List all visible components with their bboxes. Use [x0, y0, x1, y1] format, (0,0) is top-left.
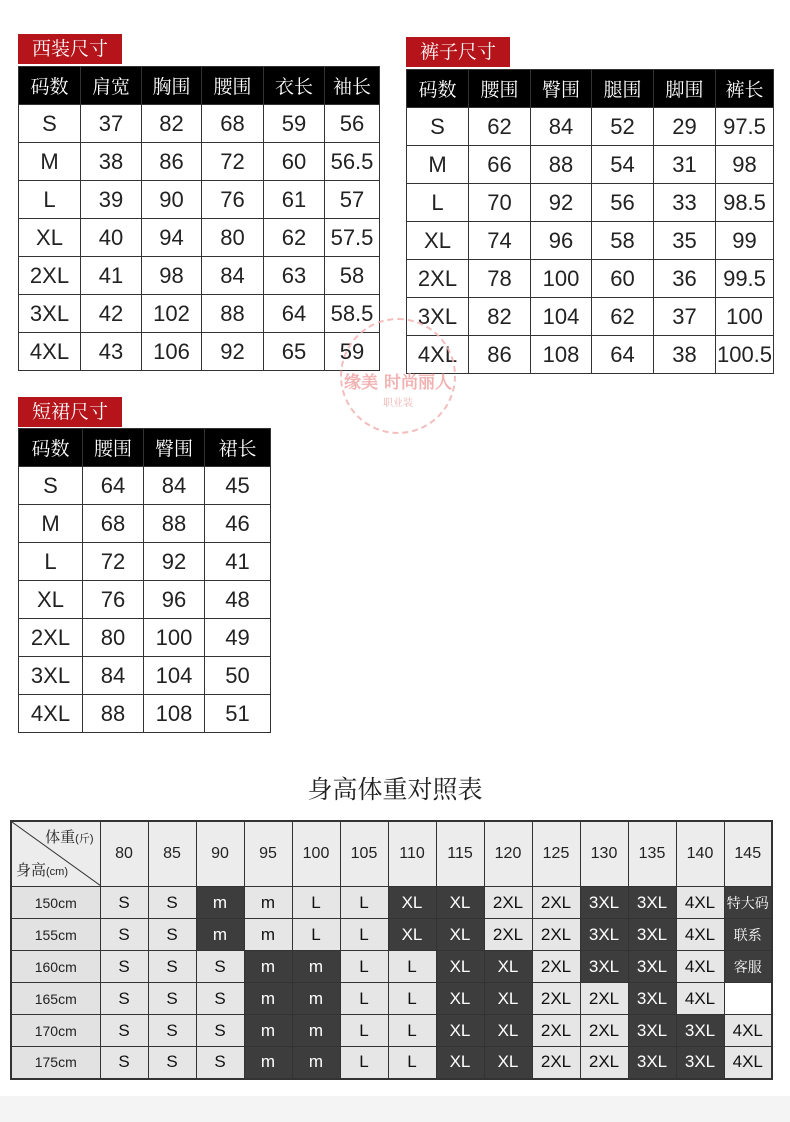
size-cell: m — [292, 983, 340, 1015]
size-cell: L — [340, 1047, 388, 1079]
height-row-header: 175cm — [11, 1047, 100, 1079]
table-cell: 88 — [531, 146, 592, 184]
size-cell: 2XL — [532, 887, 580, 919]
table-cell: 37 — [81, 105, 142, 143]
column-header: 裙长 — [205, 429, 271, 467]
table-cell: 35 — [654, 222, 716, 260]
height-row-header: 165cm — [11, 983, 100, 1015]
size-cell: S — [100, 951, 148, 983]
table-cell: 2XL — [19, 257, 81, 295]
skirt-size-tag: 短裙尺寸 — [18, 397, 122, 427]
table-row — [19, 619, 271, 657]
size-cell: XL — [436, 1047, 484, 1079]
height-row — [11, 887, 772, 919]
table-cell: 64 — [264, 295, 325, 333]
size-cell: 3XL — [580, 919, 628, 951]
table-cell: 100.5 — [716, 336, 774, 374]
weight-column-header: 100 — [292, 821, 340, 887]
table-cell: L — [407, 184, 469, 222]
skirt-size-table — [18, 428, 271, 733]
table-cell: 65 — [264, 333, 325, 371]
size-cell: XL — [484, 951, 532, 983]
weight-column-header: 145 — [724, 821, 772, 887]
table-row — [19, 657, 271, 695]
table-cell: 37 — [654, 298, 716, 336]
size-cell: 3XL — [580, 887, 628, 919]
table-cell: 99 — [716, 222, 774, 260]
table-cell: XL — [407, 222, 469, 260]
height-row-header: 155cm — [11, 919, 100, 951]
table-cell: 104 — [144, 657, 205, 695]
size-cell: 3XL — [628, 951, 676, 983]
table-cell: 84 — [531, 108, 592, 146]
table-row — [19, 505, 271, 543]
table-cell: 61 — [264, 181, 325, 219]
table-cell: 108 — [144, 695, 205, 733]
table-cell: 84 — [202, 257, 264, 295]
weight-column-header: 80 — [100, 821, 148, 887]
size-cell: 3XL — [676, 1047, 724, 1079]
table-cell: 62 — [592, 298, 654, 336]
height-row-header: 160cm — [11, 951, 100, 983]
table-cell: 62 — [469, 108, 531, 146]
size-cell: XL — [436, 983, 484, 1015]
table-cell: 106 — [142, 333, 202, 371]
height-row — [11, 1047, 772, 1079]
table-cell: 58.5 — [325, 295, 380, 333]
table-cell: 4XL — [407, 336, 469, 374]
size-cell: S — [196, 1015, 244, 1047]
table-cell: 104 — [531, 298, 592, 336]
table-cell: 64 — [83, 467, 144, 505]
weight-column-header: 95 — [244, 821, 292, 887]
table-cell: 45 — [205, 467, 271, 505]
table-header-row — [19, 67, 380, 105]
size-cell: 2XL — [532, 1047, 580, 1079]
size-cell: m — [244, 1015, 292, 1047]
table-cell: 100 — [144, 619, 205, 657]
table-cell: 59 — [325, 333, 380, 371]
column-header: 臀围 — [531, 70, 592, 108]
column-header: 码数 — [19, 67, 81, 105]
table-cell: 92 — [531, 184, 592, 222]
table-cell: 40 — [81, 219, 142, 257]
table-row — [19, 143, 380, 181]
size-cell: 2XL — [580, 1047, 628, 1079]
size-cell: 4XL — [676, 951, 724, 983]
size-cell: S — [100, 1047, 148, 1079]
weight-column-header: 135 — [628, 821, 676, 887]
size-cell: 3XL — [580, 951, 628, 983]
table-row — [407, 222, 774, 260]
suit-size-tag: 西装尺寸 — [18, 34, 122, 64]
column-header: 脚围 — [654, 70, 716, 108]
table-cell: M — [407, 146, 469, 184]
table-cell: 58 — [325, 257, 380, 295]
size-cell: 4XL — [676, 919, 724, 951]
table-cell: 80 — [83, 619, 144, 657]
watermark-brand-text: 缘美 时尚丽人 — [344, 373, 452, 393]
table-cell: 56 — [592, 184, 654, 222]
height-row — [11, 983, 772, 1015]
size-cell: L — [340, 887, 388, 919]
table-cell: 70 — [469, 184, 531, 222]
table-cell: 36 — [654, 260, 716, 298]
size-cell: 特大码 — [724, 887, 772, 919]
table-row — [19, 333, 380, 371]
height-weight-chart-title: 身高体重对照表 — [307, 775, 483, 804]
size-cell: XL — [484, 983, 532, 1015]
table-cell: 100 — [531, 260, 592, 298]
table-cell: S — [407, 108, 469, 146]
height-weight-table — [10, 820, 773, 1080]
table-cell: 56 — [325, 105, 380, 143]
table-cell: 60 — [264, 143, 325, 181]
size-cell: 3XL — [628, 983, 676, 1015]
table-cell: 29 — [654, 108, 716, 146]
size-cell: XL — [484, 1047, 532, 1079]
size-cell: 2XL — [580, 1015, 628, 1047]
table-cell: 68 — [83, 505, 144, 543]
size-cell: L — [340, 1015, 388, 1047]
table-cell: 86 — [142, 143, 202, 181]
size-cell: 客服 — [724, 951, 772, 983]
table-header-row — [407, 70, 774, 108]
size-cell: S — [196, 983, 244, 1015]
size-cell: S — [148, 951, 196, 983]
size-cell: S — [148, 919, 196, 951]
pants-size-table — [406, 69, 774, 374]
table-cell: 51 — [205, 695, 271, 733]
table-row — [19, 467, 271, 505]
table-cell: 108 — [531, 336, 592, 374]
table-row — [407, 336, 774, 374]
weight-column-header: 125 — [532, 821, 580, 887]
size-cell: S — [148, 1015, 196, 1047]
table-cell: 97.5 — [716, 108, 774, 146]
table-cell: 63 — [264, 257, 325, 295]
table-header-row — [19, 429, 271, 467]
size-cell: 2XL — [484, 887, 532, 919]
table-cell: 94 — [142, 219, 202, 257]
table-cell: 78 — [469, 260, 531, 298]
column-header: 胸围 — [142, 67, 202, 105]
size-cell: m — [292, 1015, 340, 1047]
table-cell: 88 — [144, 505, 205, 543]
weight-column-header: 105 — [340, 821, 388, 887]
table-cell: 82 — [142, 105, 202, 143]
table-cell: 96 — [531, 222, 592, 260]
table-cell: 84 — [83, 657, 144, 695]
table-cell: 41 — [205, 543, 271, 581]
size-cell: 2XL — [532, 1015, 580, 1047]
column-header: 衣长 — [264, 67, 325, 105]
table-cell: 46 — [205, 505, 271, 543]
table-cell: 68 — [202, 105, 264, 143]
height-row — [11, 1015, 772, 1047]
table-cell: 50 — [205, 657, 271, 695]
size-cell: m — [196, 919, 244, 951]
size-cell — [724, 983, 772, 1015]
table-cell: 92 — [202, 333, 264, 371]
size-cell: 3XL — [628, 1047, 676, 1079]
table-row — [19, 257, 380, 295]
size-cell: S — [196, 1047, 244, 1079]
column-header: 码数 — [407, 70, 469, 108]
watermark-sub-text: 职业装 — [383, 398, 413, 409]
table-cell: 3XL — [407, 298, 469, 336]
table-cell: L — [19, 543, 83, 581]
size-cell: 4XL — [676, 983, 724, 1015]
table-cell: XL — [19, 219, 81, 257]
size-cell: XL — [436, 919, 484, 951]
table-cell: 59 — [264, 105, 325, 143]
table-cell: 38 — [654, 336, 716, 374]
table-cell: 96 — [144, 581, 205, 619]
size-cell: 3XL — [676, 1015, 724, 1047]
weight-column-header: 120 — [484, 821, 532, 887]
size-cell: L — [292, 887, 340, 919]
table-cell: 88 — [202, 295, 264, 333]
table-row — [19, 105, 380, 143]
table-cell: 72 — [202, 143, 264, 181]
weight-axis-label: 体重 — [45, 829, 76, 846]
pants-size-tag: 裤子尺寸 — [406, 37, 510, 67]
size-cell: S — [148, 1047, 196, 1079]
table-cell: 90 — [142, 181, 202, 219]
table-cell: 76 — [202, 181, 264, 219]
size-cell: m — [292, 1047, 340, 1079]
height-row — [11, 951, 772, 983]
height-row-header: 170cm — [11, 1015, 100, 1047]
size-cell: S — [100, 1015, 148, 1047]
table-cell: 57 — [325, 181, 380, 219]
column-header: 臀围 — [144, 429, 205, 467]
size-cell: m — [244, 887, 292, 919]
table-row — [407, 184, 774, 222]
table-cell: 57.5 — [325, 219, 380, 257]
weight-column-header: 115 — [436, 821, 484, 887]
weight-column-header: 90 — [196, 821, 244, 887]
table-cell: 66 — [469, 146, 531, 184]
size-cell: m — [292, 951, 340, 983]
size-cell: L — [388, 983, 436, 1015]
table-cell: 64 — [592, 336, 654, 374]
table-cell: 72 — [83, 543, 144, 581]
size-cell: m — [244, 919, 292, 951]
table-cell: 54 — [592, 146, 654, 184]
size-cell: S — [148, 887, 196, 919]
table-cell: 92 — [144, 543, 205, 581]
weight-unit-label: (斤) — [75, 833, 94, 845]
size-cell: L — [388, 1015, 436, 1047]
table-cell: 76 — [83, 581, 144, 619]
table-cell: 98 — [716, 146, 774, 184]
size-cell: m — [244, 951, 292, 983]
table-cell: 2XL — [19, 619, 83, 657]
table-cell: S — [19, 105, 81, 143]
column-header: 腰围 — [202, 67, 264, 105]
size-cell: XL — [388, 887, 436, 919]
size-cell: S — [148, 983, 196, 1015]
table-row — [19, 543, 271, 581]
table-cell: 4XL — [19, 695, 83, 733]
height-row-header: 150cm — [11, 887, 100, 919]
table-row — [19, 295, 380, 333]
weight-column-header: 85 — [148, 821, 196, 887]
table-cell: M — [19, 143, 81, 181]
size-cell: XL — [436, 951, 484, 983]
size-cell: 2XL — [532, 919, 580, 951]
table-cell: 86 — [469, 336, 531, 374]
size-cell: XL — [484, 1015, 532, 1047]
size-cell: S — [100, 887, 148, 919]
table-cell: 39 — [81, 181, 142, 219]
table-cell: XL — [19, 581, 83, 619]
footer-band — [0, 1096, 790, 1122]
table-cell: 48 — [205, 581, 271, 619]
weight-column-header: 110 — [388, 821, 436, 887]
table-row — [19, 219, 380, 257]
size-cell: 2XL — [532, 951, 580, 983]
table-cell: 3XL — [19, 657, 83, 695]
size-cell: 4XL — [724, 1015, 772, 1047]
table-cell: 100 — [716, 298, 774, 336]
column-header: 裤长 — [716, 70, 774, 108]
weight-column-header: 140 — [676, 821, 724, 887]
size-cell: 4XL — [676, 887, 724, 919]
table-cell: 58 — [592, 222, 654, 260]
size-cell: L — [388, 1047, 436, 1079]
table-row — [19, 581, 271, 619]
table-cell: 4XL — [19, 333, 81, 371]
size-cell: S — [196, 951, 244, 983]
size-cell: 联系 — [724, 919, 772, 951]
table-row — [19, 695, 271, 733]
table-cell: 49 — [205, 619, 271, 657]
size-cell: 2XL — [484, 919, 532, 951]
column-header: 腿围 — [592, 70, 654, 108]
size-cell: S — [100, 919, 148, 951]
size-cell: XL — [436, 887, 484, 919]
size-cell: XL — [388, 919, 436, 951]
size-cell: 3XL — [628, 887, 676, 919]
table-cell: 102 — [142, 295, 202, 333]
size-cell: 4XL — [724, 1047, 772, 1079]
table-cell: 99.5 — [716, 260, 774, 298]
column-header: 腰围 — [469, 70, 531, 108]
table-cell: 31 — [654, 146, 716, 184]
column-header: 肩宽 — [81, 67, 142, 105]
size-cell: L — [340, 951, 388, 983]
size-cell: m — [244, 983, 292, 1015]
size-cell: m — [196, 887, 244, 919]
table-cell: 88 — [83, 695, 144, 733]
table-cell: 56.5 — [325, 143, 380, 181]
table-row — [407, 298, 774, 336]
table-cell: 43 — [81, 333, 142, 371]
table-cell: 80 — [202, 219, 264, 257]
size-cell: 2XL — [580, 983, 628, 1015]
table-cell: 52 — [592, 108, 654, 146]
column-header: 码数 — [19, 429, 83, 467]
weight-column-header: 130 — [580, 821, 628, 887]
column-header: 腰围 — [83, 429, 144, 467]
table-cell: 98.5 — [716, 184, 774, 222]
height-row — [11, 919, 772, 951]
table-cell: 41 — [81, 257, 142, 295]
table-cell: 38 — [81, 143, 142, 181]
size-cell: 3XL — [628, 1015, 676, 1047]
size-cell: m — [244, 1047, 292, 1079]
table-cell: 42 — [81, 295, 142, 333]
size-cell: L — [388, 951, 436, 983]
table-cell: 3XL — [19, 295, 81, 333]
table-cell: 84 — [144, 467, 205, 505]
table-cell: 33 — [654, 184, 716, 222]
table-cell: 98 — [142, 257, 202, 295]
table-row — [407, 146, 774, 184]
table-cell: 60 — [592, 260, 654, 298]
size-cell: 3XL — [628, 919, 676, 951]
size-cell: 2XL — [532, 983, 580, 1015]
weight-header-row — [11, 821, 772, 887]
corner-header — [11, 821, 100, 887]
size-cell: XL — [436, 1015, 484, 1047]
table-row — [19, 181, 380, 219]
suit-size-table — [18, 66, 380, 371]
size-cell: L — [292, 919, 340, 951]
column-header: 袖长 — [325, 67, 380, 105]
table-cell: 62 — [264, 219, 325, 257]
table-row — [407, 260, 774, 298]
size-cell: L — [340, 983, 388, 1015]
table-cell: 2XL — [407, 260, 469, 298]
table-row — [407, 108, 774, 146]
table-cell: 82 — [469, 298, 531, 336]
table-cell: L — [19, 181, 81, 219]
height-unit-label: (cm) — [46, 866, 69, 878]
size-cell: S — [100, 983, 148, 1015]
table-cell: S — [19, 467, 83, 505]
size-cell: L — [340, 919, 388, 951]
table-cell: M — [19, 505, 83, 543]
table-cell: 74 — [469, 222, 531, 260]
height-axis-label: 身高 — [16, 862, 47, 879]
